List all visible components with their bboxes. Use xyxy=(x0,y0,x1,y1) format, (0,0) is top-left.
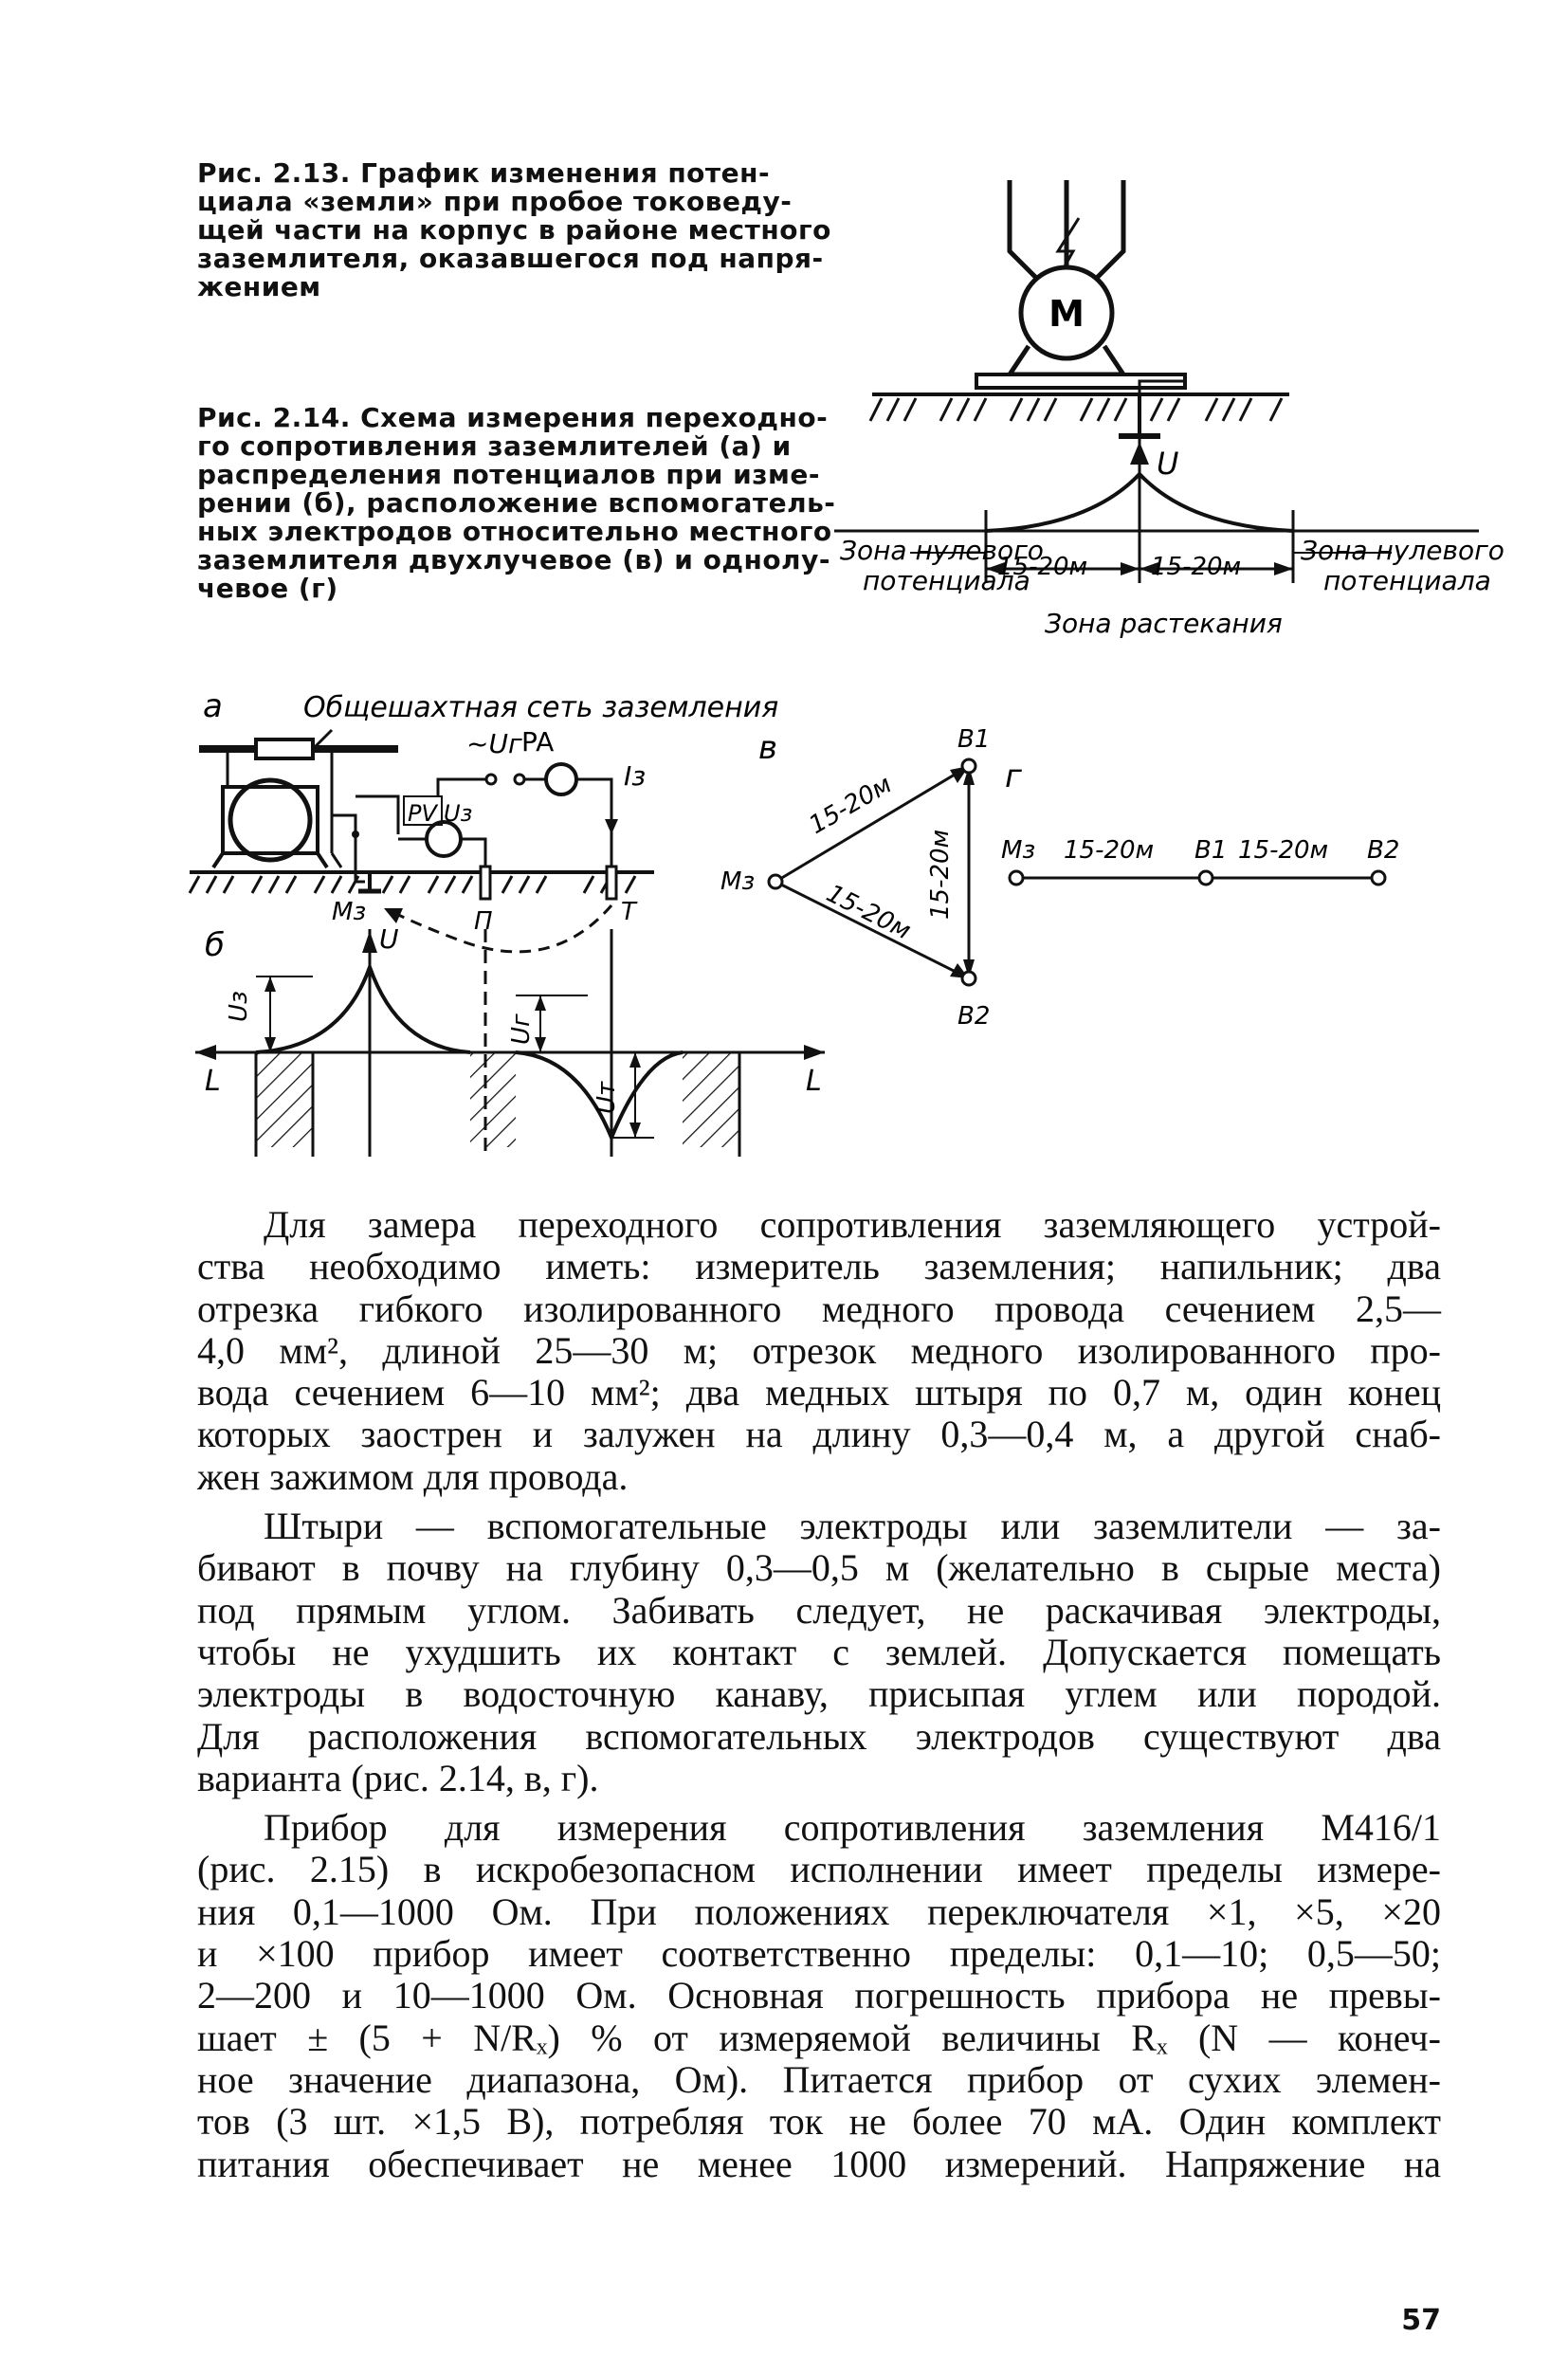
g-mz-point xyxy=(1010,871,1023,885)
p-electrode-icon xyxy=(481,867,490,899)
caption-line: щей части на корпус в районе местного xyxy=(197,214,831,246)
g-dist1: 15-20м xyxy=(1064,836,1155,865)
network-label: Общешахтная сеть заземления xyxy=(303,691,779,724)
zone-right-line1: Зона нулевого xyxy=(1301,535,1504,566)
l-left-label: L xyxy=(205,1065,221,1098)
figure-2-14-g xyxy=(995,758,1413,891)
p-label: П xyxy=(474,907,493,936)
motor-label: М xyxy=(1048,293,1085,335)
caption-line: рении (б), расположение вспомогатель- xyxy=(197,487,836,519)
caption-line: Рис. 2.13. График изменения потен- xyxy=(197,157,771,189)
text-line: и ×100 прибор имеет соответственно пределы: 0,1—10; 0,5—50; xyxy=(197,1932,1441,1976)
distance-left: 15-20м xyxy=(997,553,1088,581)
caption-line: жением xyxy=(197,271,321,302)
ammeter-icon xyxy=(546,764,576,794)
caption-line: циала «земли» при пробое токоведу- xyxy=(197,186,793,217)
caption-line: заземлителя двухлучевое (в) и однолу- xyxy=(197,544,830,575)
distance-right: 15-20м xyxy=(1151,553,1242,581)
text-line: 4,0 мм², длиной 25—30 м; отрезок медного изолированного про- xyxy=(197,1328,1441,1372)
spread-zone-label: Зона растекания xyxy=(1045,608,1283,639)
caption-line: ных электродов относительно местного xyxy=(197,516,832,547)
text-line: ное значение диапазона, Ом). Питается прибор от сухих элемен- xyxy=(197,2057,1441,2101)
v-dist-side: 15-20м xyxy=(926,829,955,920)
u-axis-label: U xyxy=(379,923,399,955)
text-line: ния 0,1—1000 Ом. При положениях переключателя ×1, ×5, ×20 xyxy=(197,1889,1441,1933)
text-line: (рис. 2.15) в искробезопасном исполнении имеет пределы измере- xyxy=(197,1848,1441,1891)
mz-label: Мз xyxy=(332,898,367,926)
caption-line: распределения потенциалов при изме- xyxy=(197,459,820,490)
ug-label: ~Uг xyxy=(466,728,522,759)
text-line: вода сечением 6—10 мм²; два медных штыря по 0,7 м, один конец xyxy=(197,1371,1441,1415)
text-line: Штыри — вспомогательные электроды или заземлители — за- xyxy=(264,1505,1441,1548)
figure-2-14-v xyxy=(720,721,1005,1033)
v-b1-point xyxy=(962,759,975,773)
uz-vertical-label: Uз xyxy=(225,991,253,1022)
caption-line: Рис. 2.14. Схема измерения переходно- xyxy=(197,402,829,433)
v-b2-label: В2 xyxy=(957,1002,991,1031)
text-line: питания обеспечивает не менее 1000 измерений. Напряжение на xyxy=(197,2142,1441,2185)
voltmeter-icon xyxy=(427,822,461,856)
potential-label: U xyxy=(1157,446,1179,482)
v-mz-label: Мз xyxy=(720,867,756,896)
text-line: которых заострен и залужен на длину 0,3—0,4 м, а другой снаб- xyxy=(197,1413,1441,1456)
text-line: бивают в почву на глубину 0,3—0,5 м (желательно в сырые места) xyxy=(197,1546,1441,1590)
caption-line: го сопротивления заземлителей (а) и xyxy=(197,430,792,462)
t-label: Т xyxy=(621,898,636,926)
soil-band xyxy=(256,1052,313,1147)
text-line: чтобы не ухудшить их контакт с землей. Допускается помещать xyxy=(197,1630,1441,1673)
v-b1-label: В1 xyxy=(957,725,991,754)
text-line: жен зажимом для провода. xyxy=(197,1454,629,1498)
g-b1-label: В1 xyxy=(1194,836,1228,865)
ug-vertical-label: Uг xyxy=(507,1013,536,1045)
label-v: в xyxy=(758,729,778,767)
page-number: 57 xyxy=(1401,2304,1441,2337)
text-line: Для замера переходного сопротивления заземляющего устрой- xyxy=(264,1203,1441,1246)
g-b1-point xyxy=(1199,871,1212,885)
text-line: под прямым углом. Забивать следует, не раскачивая электроды, xyxy=(197,1588,1441,1632)
text-line: Прибор для измерения сопротивления заземления М416/1 xyxy=(264,1806,1441,1850)
v-mz-point xyxy=(769,875,782,888)
g-b2-label: В2 xyxy=(1367,836,1400,865)
label-g: г xyxy=(1005,758,1022,795)
paragraph-3 xyxy=(197,1807,1441,2185)
figure-2-13 xyxy=(834,161,1504,654)
caption-line: заземлителя, оказавшегося под напря- xyxy=(197,243,824,274)
body-text xyxy=(197,1204,1441,2193)
zone-left-line1: Зона нулевого xyxy=(840,535,1044,566)
ut-vertical-label: Uт xyxy=(593,1081,621,1114)
v-b2-point xyxy=(962,972,975,985)
label-b: б xyxy=(205,926,225,964)
text-line: отрезка гибкого изолированного медного провода сечением 2,5— xyxy=(197,1287,1441,1330)
ground-hatching xyxy=(870,398,1282,421)
uz-label: Uз xyxy=(444,800,473,827)
potential-curve-mz xyxy=(256,967,470,1052)
t-electrode-icon xyxy=(607,867,616,899)
zone-right-line2: потенциала xyxy=(1323,565,1491,596)
text-line: тов (3 шт. ×1,5 В), потребляя ток не более 70 мА. Один комплект xyxy=(197,2100,1441,2144)
text-line: 2—200 и 10—1000 Ом. Основная погрешность прибора не превы- xyxy=(197,1974,1441,2017)
paragraph-1 xyxy=(197,1204,1441,1498)
equipment-icon xyxy=(230,780,310,860)
g-b2-point xyxy=(1372,871,1385,885)
iz-label: Iз xyxy=(624,760,647,792)
caption-line: чевое (г) xyxy=(197,573,338,604)
text-line: шает ± (5 + N/Rₓ) % от измеряемой величины Rₓ (N — конеч- xyxy=(197,2016,1441,2059)
current-path xyxy=(389,905,611,952)
text-line: Для расположения вспомогательных электродов существуют два xyxy=(197,1714,1441,1758)
g-dist2: 15-20м xyxy=(1238,836,1329,865)
v-dist-bottom: 15-20м xyxy=(821,879,916,946)
zone-left-line2: потенциала xyxy=(863,565,1030,596)
text-line: ства необходимо иметь: измеритель заземления; напильник; два xyxy=(197,1245,1441,1288)
pv-label: PV xyxy=(408,800,437,827)
text-line: варианта (рис. 2.14, в, г). xyxy=(197,1756,599,1799)
caption-fig-2-13 xyxy=(197,157,831,302)
label-a: а xyxy=(203,687,223,725)
l-right-label: L xyxy=(806,1065,822,1098)
caption-fig-2-14 xyxy=(197,402,836,604)
pa-label: PA xyxy=(521,726,555,758)
v-dist-top: 15-20м xyxy=(804,770,897,841)
paragraph-2 xyxy=(197,1506,1441,1799)
g-mz-label: Мз xyxy=(1001,836,1036,865)
text-line: электроды в водосточную канаву, присыпая углем или породой. xyxy=(197,1672,1441,1716)
